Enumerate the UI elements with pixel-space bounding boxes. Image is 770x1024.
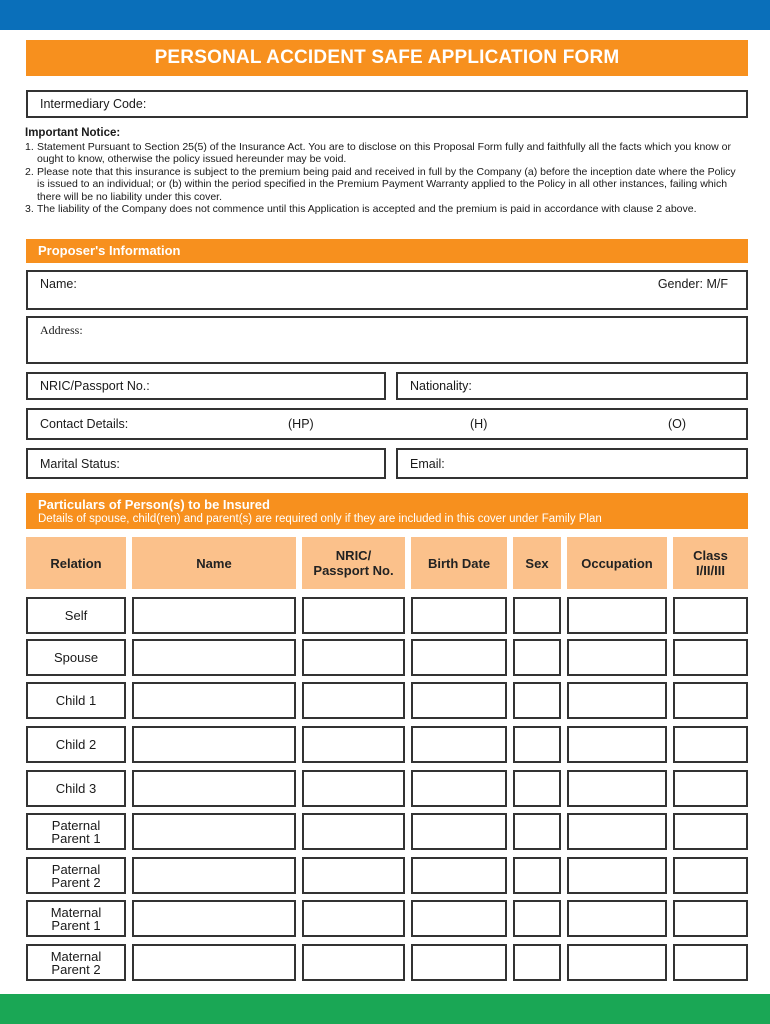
gender-label: Gender: M/F (657, 277, 728, 291)
occupation-input[interactable] (567, 639, 667, 676)
relation-cell: Self (26, 597, 126, 634)
class-input[interactable] (673, 770, 748, 807)
occupation-input[interactable] (567, 813, 667, 850)
nric-label: NRIC/Passport No.: (40, 379, 150, 393)
occupation-input[interactable] (567, 726, 667, 763)
notice-title: Important Notice: (25, 127, 121, 139)
birth-date-input[interactable] (411, 944, 507, 981)
name-input[interactable] (132, 900, 296, 937)
header-nric: NRIC/ Passport No. (302, 537, 405, 589)
occupation-input[interactable] (567, 682, 667, 719)
address-label: Address: (40, 323, 83, 337)
email-field[interactable] (396, 448, 748, 479)
birth-date-input[interactable] (411, 597, 507, 634)
address-field[interactable] (26, 316, 748, 364)
form-title: PERSONAL ACCIDENT SAFE APPLICATION FORM (26, 40, 748, 76)
notice-list (25, 141, 740, 216)
name-field[interactable] (26, 270, 748, 310)
relation-cell: Child 2 (26, 726, 126, 763)
relation-cell: Paternal Parent 1 (26, 813, 126, 850)
header-relation: Relation (26, 537, 126, 589)
sex-input[interactable] (513, 813, 561, 850)
nric-input[interactable] (302, 770, 405, 807)
contact-details-field[interactable] (26, 408, 748, 440)
name-input[interactable] (132, 682, 296, 719)
birth-date-input[interactable] (411, 682, 507, 719)
intermediary-code-label: Intermediary Code: (40, 97, 147, 111)
name-input[interactable] (132, 944, 296, 981)
birth-date-input[interactable] (411, 813, 507, 850)
name-input[interactable] (132, 726, 296, 763)
intermediary-code-field[interactable] (26, 90, 748, 118)
nric-input[interactable] (302, 857, 405, 894)
insured-section-header (26, 493, 748, 529)
nric-input[interactable] (302, 597, 405, 634)
birth-date-input[interactable] (411, 857, 507, 894)
marital-status-label: Marital Status: (40, 457, 120, 471)
office-phone-label: (O) (668, 417, 687, 431)
proposer-section-title: Proposer's Information (38, 243, 181, 258)
nric-input[interactable] (302, 726, 405, 763)
occupation-input[interactable] (567, 770, 667, 807)
relation-cell: Spouse (26, 639, 126, 676)
nric-input[interactable] (302, 682, 405, 719)
sex-input[interactable] (513, 639, 561, 676)
relation-cell: Child 1 (26, 682, 126, 719)
insured-section-subtitle: Details of spouse, child(ren) and parent(s) are required only if they are included in this cover under Family Plan (38, 513, 602, 525)
birth-date-input[interactable] (411, 770, 507, 807)
class-input[interactable] (673, 682, 748, 719)
marital-status-field[interactable] (26, 448, 386, 479)
class-input[interactable] (673, 597, 748, 634)
sex-input[interactable] (513, 770, 561, 807)
nric-field[interactable] (26, 372, 386, 400)
notice-item: 2. Please note that this insurance is subject to the premium being paid and received in full by the Company (a) before the inception date where the Policy is issued to an individual; or (b) within the period specified in the Premium Payment Warranty applied to the Policy in all other instances, failing which there will be no liability under this cover. (25, 165, 736, 203)
home-phone-label: (H) (470, 417, 488, 431)
relation-cell: Maternal Parent 2 (26, 944, 126, 981)
sex-input[interactable] (513, 726, 561, 763)
relation-cell: Maternal Parent 1 (26, 900, 126, 937)
sex-input[interactable] (513, 597, 561, 634)
name-input[interactable] (132, 857, 296, 894)
bottom-green-bar (0, 994, 770, 1024)
class-input[interactable] (673, 639, 748, 676)
sex-input[interactable] (513, 944, 561, 981)
class-input[interactable] (673, 813, 748, 850)
name-input[interactable] (132, 639, 296, 676)
name-input[interactable] (132, 597, 296, 634)
occupation-input[interactable] (567, 944, 667, 981)
email-label: Email: (410, 457, 445, 471)
nric-input[interactable] (302, 813, 405, 850)
birth-date-input[interactable] (411, 639, 507, 676)
class-input[interactable] (673, 944, 748, 981)
relation-cell: Paternal Parent 2 (26, 857, 126, 894)
sex-input[interactable] (513, 682, 561, 719)
birth-date-input[interactable] (411, 726, 507, 763)
contact-details-label: Contact Details: (40, 417, 129, 431)
class-input[interactable] (673, 857, 748, 894)
hp-label: (HP) (288, 417, 314, 431)
occupation-input[interactable] (567, 900, 667, 937)
nationality-field[interactable] (396, 372, 748, 400)
header-birth-date: Birth Date (411, 537, 507, 589)
proposer-section-header (26, 239, 748, 263)
notice-item: 3. The liability of the Company does not commence until this Application is accepted and the premium is paid in accordance with clause 2 above. (25, 203, 697, 215)
top-blue-bar (0, 0, 770, 30)
header-occupation: Occupation (567, 537, 667, 589)
name-input[interactable] (132, 813, 296, 850)
sex-input[interactable] (513, 857, 561, 894)
header-sex: Sex (513, 537, 561, 589)
nric-input[interactable] (302, 944, 405, 981)
nationality-label: Nationality: (410, 379, 472, 393)
class-input[interactable] (673, 726, 748, 763)
notice-item: 1. Statement Pursuant to Section 25(5) of the Insurance Act. You are to disclose on this Proposal Form fully and faithfully all the facts which you know or ought to know, otherwise the policy issued hereunder may be void. (25, 140, 731, 165)
header-name: Name (132, 537, 296, 589)
class-input[interactable] (673, 900, 748, 937)
relation-cell: Child 3 (26, 770, 126, 807)
important-notice (25, 127, 740, 216)
birth-date-input[interactable] (411, 900, 507, 937)
name-input[interactable] (132, 770, 296, 807)
insured-section-title: Particulars of Person(s) to be Insured (38, 497, 270, 512)
sex-input[interactable] (513, 900, 561, 937)
occupation-input[interactable] (567, 597, 667, 634)
occupation-input[interactable] (567, 857, 667, 894)
nric-input[interactable] (302, 900, 405, 937)
header-class: Class I/II/III (673, 537, 748, 589)
name-label: Name: (40, 277, 77, 291)
nric-input[interactable] (302, 639, 405, 676)
